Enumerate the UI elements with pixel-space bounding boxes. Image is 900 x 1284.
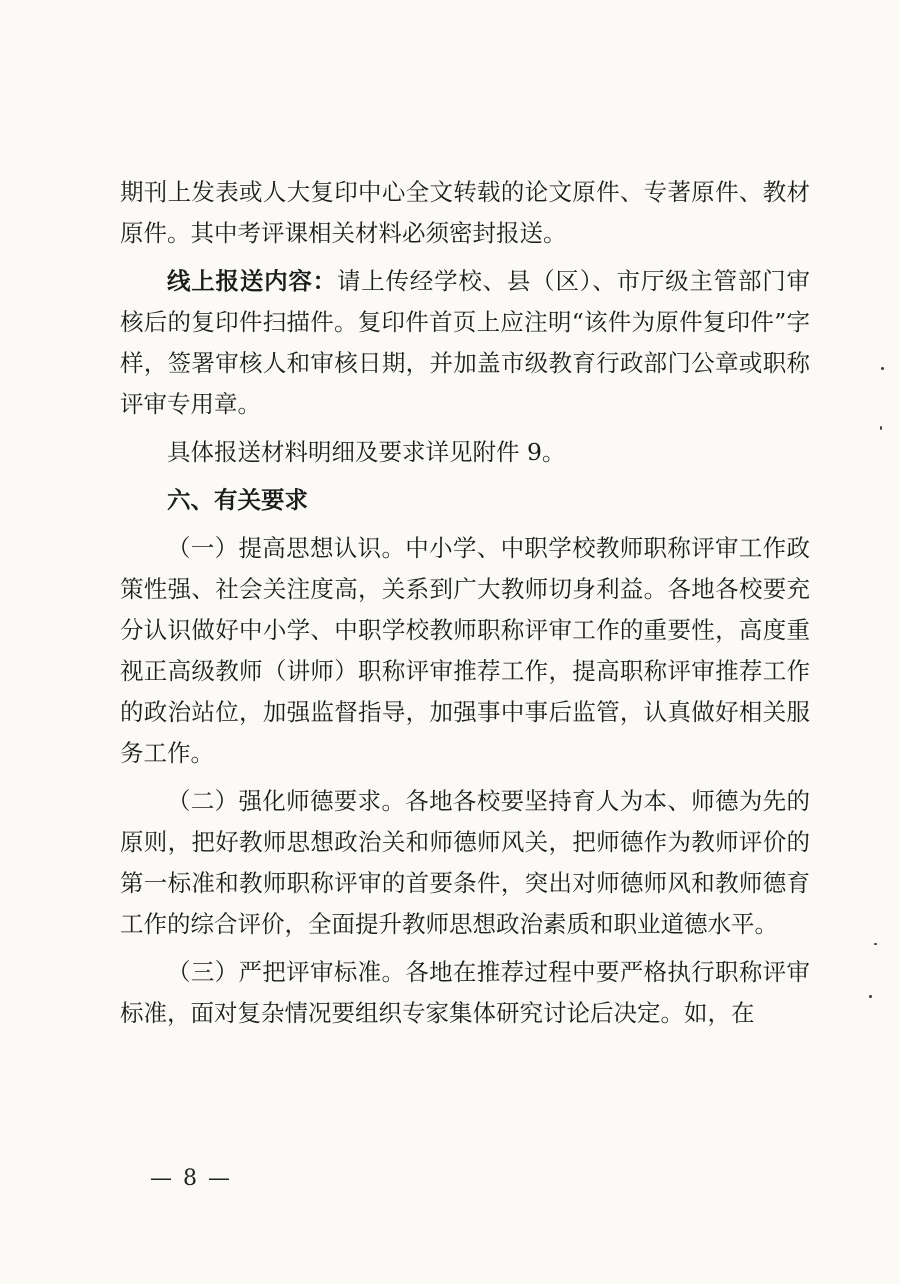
scan-speck xyxy=(880,426,882,430)
paragraph-online-submission xyxy=(120,261,810,425)
paragraph-materials-continued: 期刊上发表或人大复印中心全文转载的论文原件、专著原件、教材原件。其中考评课相关材料必须密封报送。 xyxy=(120,178,810,247)
requirement-3-text: 各地在推荐过程中要严格执行职称评审标准，面对复杂情况要组织专家集体研究讨论后决定。如，在 xyxy=(120,958,811,1027)
online-submission-text: 请上传经学校、县（区）、市厅级主管部门审核后的复印件扫描件。复印件首页上应注明“该件为原件复印件”字样，签署审核人和审核日期，并加盖市级教育行政部门公章或职称评审专用章。 xyxy=(120,267,811,418)
page-number: — 8 — xyxy=(150,1166,232,1191)
paragraph-requirement-1 xyxy=(120,528,810,774)
requirement-1-title: （一）提高思想认识。 xyxy=(167,534,406,562)
paragraph-attachment-reference: 具体报送材料明细及要求详见附件 9。 xyxy=(167,438,566,466)
requirement-1-text: 中小学、中职学校教师职称评审工作政策性强、社会关注度高，关系到广大教师切身利益。各地各校要充分认识做好中小学、中职学校教师职称评审工作的重要性，高度重视正高级教师（讲师）职称评审推荐工作，提高职称评审推荐工作的政治站位，加强监督指导，加强事中事后监管，认真做好相关服务工作。 xyxy=(120,534,811,767)
requirement-2-title: （二）强化师德要求。 xyxy=(167,787,406,815)
scan-speck xyxy=(881,367,884,370)
scan-speck xyxy=(874,943,877,945)
scan-speck xyxy=(869,995,872,998)
paragraph-requirement-2 xyxy=(120,781,810,945)
online-submission-label: 线上报送内容： xyxy=(167,267,337,295)
document-body xyxy=(120,172,810,1034)
section-heading: 六、有关要求 xyxy=(167,486,308,514)
paragraph-requirement-3 xyxy=(120,952,810,1034)
requirement-3-title: （三）严把评审标准。 xyxy=(167,958,406,986)
requirement-2-text: 各地各校要坚持育人为本、师德为先的原则，把好教师思想政治关和师德师风关，把师德作为教师评价的第一标准和教师职称评审的首要条件，突出对师德师风和教师德育工作的综合评价，全面提升教师思想政治素质和职业道德水平。 xyxy=(120,787,811,938)
